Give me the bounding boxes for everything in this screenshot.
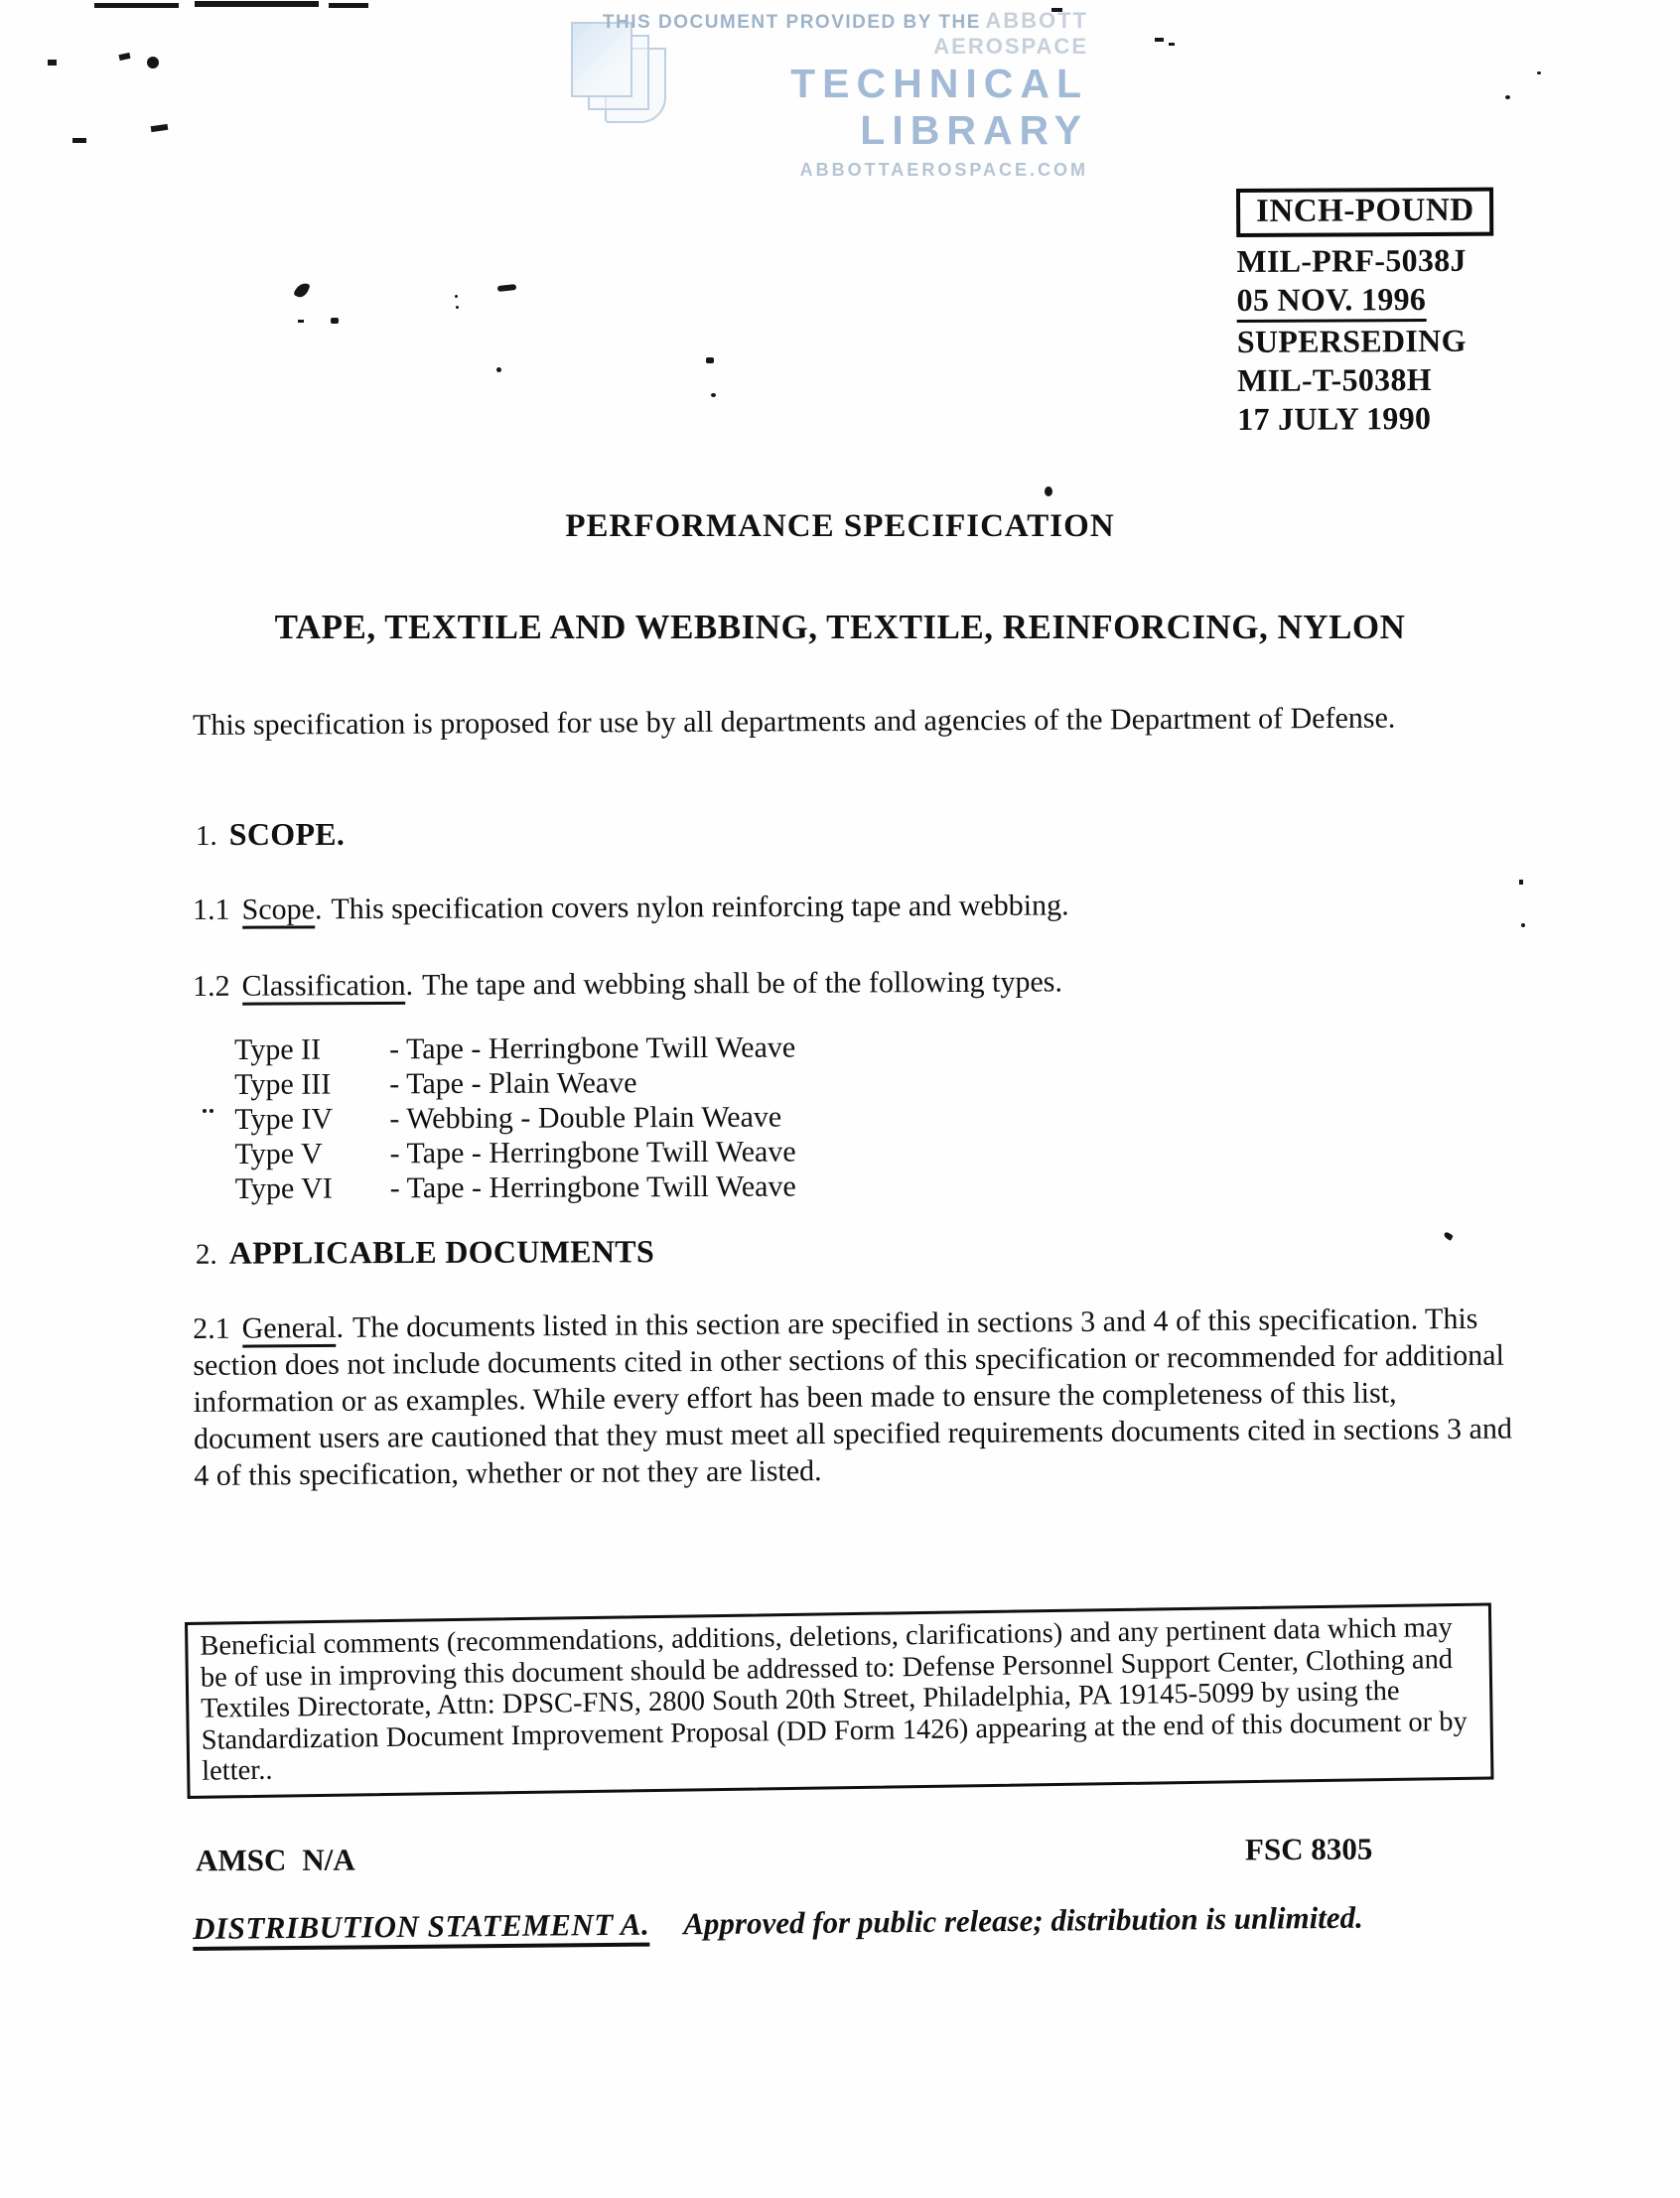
scan-artifact [497,284,517,292]
scan-artifact [1505,95,1510,99]
section-2-title: APPLICABLE DOCUMENTS [228,1233,655,1271]
doc-date: 05 NOV. 1996 [1236,280,1426,323]
scan-artifact [210,1109,213,1113]
type-desc: - Tape - Plain Weave [389,1066,637,1101]
section-1-title: SCOPE. [228,816,346,852]
para-label-sep: . [314,893,323,926]
para-number: 2.1 [193,1311,230,1345]
type-label: Type II [234,1032,322,1066]
doc-number: MIL-PRF-5038J [1236,241,1467,279]
scan-artifact [329,3,368,8]
section-2-heading [196,1233,654,1272]
para-number: 1.1 [193,893,230,926]
paragraph-1-1 [193,885,1523,928]
watermark-url: ABBOTTAEROSPACE.COM [799,160,1088,180]
scan-artifact [1537,71,1541,74]
superseded-doc-date: 17 JULY 1990 [1237,399,1432,437]
beneficial-comments-box: Beneficial comments (recommendations, additions, deletions, clarifications) and any pertinent data which may be of use in improving this document should be addressed to: Defense Personnel Support Center, Clothing and Textiles Directorate, Attn: DPSC-FNS, 2800 South 20th Street, Philadelphia, PA 19145-5099 by using the Standardization Document Improvement Proposal (DD Form 1426) appearing at the end of this document or by letter.. [185,1602,1493,1798]
scan-artifact [118,53,130,61]
type-label: Type VI [234,1171,333,1205]
scan-artifact [203,1109,207,1113]
section-1-number: 1. [196,820,217,852]
section-2-number: 2. [195,1238,217,1271]
scan-artifact [1155,38,1164,42]
para-label: Classification [242,969,406,1006]
fsc-identifier: FSC 8305 [1244,1831,1373,1867]
scan-artifact [293,280,311,300]
scan-artifact [1045,486,1052,496]
scan-artifact [711,393,716,397]
type-row [234,1100,795,1137]
scan-artifact [151,124,169,132]
paragraph-2-1 [193,1301,1514,1494]
superseding-label: SUPERSEDING [1236,322,1467,359]
type-desc: - Tape - Herringbone Twill Weave [389,1135,796,1170]
paragraph-1-2 [193,961,1523,1005]
distribution-statement-label: DISTRIBUTION STATEMENT A. [193,1907,649,1951]
type-desc: - Webbing - Double Plain Weave [389,1100,782,1136]
amsc-identifier [196,1843,355,1879]
scan-artifact [331,318,339,324]
watermark-provided-by-text: THIS DOCUMENT PROVIDED BY THE [602,12,981,33]
scan-artifact [496,367,501,372]
watermark-provided-by [548,8,1088,60]
section-1-heading [196,816,345,853]
spec-id-block [1236,187,1535,439]
spec-type-title: PERFORMANCE SPECIFICATION [565,508,1115,544]
type-label: Type IV [234,1102,334,1136]
type-classification-list [234,1030,796,1206]
scan-artifact [298,320,304,323]
para-number: 1.2 [193,969,230,1003]
document-title: TAPE, TEXTILE AND WEBBING, TEXTILE, REINFORCING, NYLON [274,608,1406,646]
scan-artifact [706,357,714,363]
para-label: General [242,1311,337,1348]
scan-artifact [48,60,57,66]
inch-pound-box: INCH-POUND [1236,188,1494,237]
scan-artifact [1443,1231,1454,1241]
para-text: The tape and webbing shall be of the following types. [421,965,1062,1002]
scan-artifact [455,295,458,298]
superseded-doc-number: MIL-T-5038H [1236,360,1433,398]
type-row [234,1065,795,1102]
scan-artifact [1521,923,1525,927]
para-text: This specification covers nylon reinforcing tape and webbing. [331,889,1069,926]
distribution-statement-text: Approved for public release; distribution is unlimited. [683,1899,1364,1942]
para-label-sep: . [405,968,414,1002]
para-label: Scope [242,893,316,928]
type-desc: - Tape - Herringbone Twill Weave [389,1030,796,1066]
type-row [234,1135,795,1171]
amsc-label: AMSC [195,1842,287,1878]
type-label: Type V [234,1137,323,1170]
type-row [235,1169,796,1206]
distribution-statement [193,1900,1363,1947]
watermark-library-title: TECHNICAL LIBRARY [790,61,1088,153]
type-desc: - Tape - Herringbone Twill Weave [389,1169,796,1205]
scan-artifact [1169,43,1175,46]
para-text: The documents listed in this section are specified in sections 3 and 4 of this specification. This section does not include documents cited in other sections of this specification or recommended for additional information or as examples. While every effort has been made to ensure the completeness of this list, document users are cautioned that they must meet all specified requirements documents cited in sections 3 and 4 of this specification, whether or not they are listed. [193,1302,1513,1492]
scan-artifact [72,138,86,143]
scan-artifact [147,57,159,69]
watermark-header [548,8,1088,181]
intro-paragraph: This specification is proposed for use by all departments and agencies of the Department of Defense. [193,701,1396,742]
watermark-brand: ABBOTT AEROSPACE [933,8,1088,59]
scan-artifact [456,306,459,309]
scan-artifact [195,1,319,7]
amsc-value: N/A [302,1842,355,1877]
type-row [234,1030,795,1067]
type-label: Type III [234,1067,332,1101]
para-label-sep: . [336,1310,345,1344]
scan-artifact [94,3,179,8]
